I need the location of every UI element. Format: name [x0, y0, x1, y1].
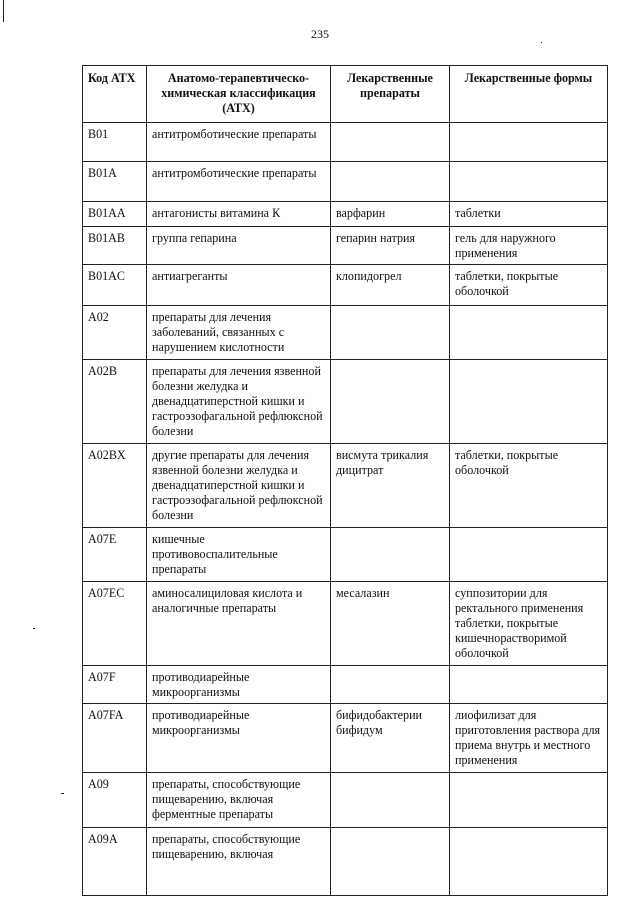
table-row — [83, 265, 608, 306]
cell-drug: гепарин натрия — [331, 227, 450, 265]
cell-drug: месалазин — [331, 582, 450, 666]
cell-form — [450, 773, 608, 828]
cell-code: B01AA — [83, 202, 147, 227]
cell-form — [450, 666, 608, 704]
scan-speck — [33, 628, 35, 629]
cell-drug — [331, 773, 450, 828]
cell-code: A02BX — [83, 444, 147, 528]
cell-classification: препараты, способствующие пищеварению, включая — [147, 828, 331, 896]
cell-drug — [331, 306, 450, 360]
table-row — [83, 444, 608, 528]
cell-drug — [331, 528, 450, 582]
cell-form: таблетки — [450, 202, 608, 227]
table-header-row — [83, 66, 608, 123]
cell-classification: группа гепарина — [147, 227, 331, 265]
header-atx-classification: Анатомо-терапевтическо-химическая классификация (АТХ) — [147, 66, 331, 123]
header-dosage-forms: Лекарственные формы — [450, 66, 608, 123]
cell-form — [450, 306, 608, 360]
cell-drug: варфарин — [331, 202, 450, 227]
scan-speck — [541, 42, 542, 43]
cell-form — [450, 360, 608, 444]
cell-code: A09 — [83, 773, 147, 828]
table-row — [83, 773, 608, 828]
cell-classification: препараты для лечения язвенной болезни желудка и двенадцатиперстной кишки и гастроэзофагальной рефлюксной болезни — [147, 360, 331, 444]
cell-form — [450, 828, 608, 896]
table-row — [83, 227, 608, 265]
cell-form — [450, 528, 608, 582]
cell-form: гель для наружного применения — [450, 227, 608, 265]
cell-classification: препараты для лечения заболеваний, связанных с нарушением кислотности — [147, 306, 331, 360]
cell-classification: аминосалициловая кислота и аналогичные препараты — [147, 582, 331, 666]
cell-form: суппозитории для ректального применения таблетки, покрытые кишечнорастворимой оболочкой — [450, 582, 608, 666]
table-row — [83, 528, 608, 582]
table-row — [83, 582, 608, 666]
cell-drug: бифидобактерии бифидум — [331, 704, 450, 773]
cell-drug — [331, 828, 450, 896]
header-atx-code: Код АТХ — [83, 66, 147, 123]
cell-classification: противодиарейные микроорганизмы — [147, 704, 331, 773]
scan-edge-mark — [3, 0, 4, 22]
cell-drug — [331, 162, 450, 202]
cell-code: A02 — [83, 306, 147, 360]
table-row — [83, 704, 608, 773]
cell-form: таблетки, покрытые оболочкой — [450, 444, 608, 528]
cell-classification: антиагреганты — [147, 265, 331, 306]
cell-classification: препараты, способствующие пищеварению, включая ферментные препараты — [147, 773, 331, 828]
cell-code: A07E — [83, 528, 147, 582]
cell-form: таблетки, покрытые оболочкой — [450, 265, 608, 306]
cell-drug — [331, 123, 450, 162]
cell-drug — [331, 360, 450, 444]
cell-form — [450, 162, 608, 202]
cell-code: B01A — [83, 162, 147, 202]
cell-drug: клопидогрел — [331, 265, 450, 306]
cell-code: B01AC — [83, 265, 147, 306]
cell-code: A07F — [83, 666, 147, 704]
table-row — [83, 202, 608, 227]
cell-classification: антитромботические препараты — [147, 162, 331, 202]
cell-classification: кишечные противовоспалительные препараты — [147, 528, 331, 582]
cell-classification: антитромботические препараты — [147, 123, 331, 162]
table-row — [83, 123, 608, 162]
cell-classification: другие препараты для лечения язвенной болезни желудка и двенадцатиперстной кишки и гастроэзофагальной рефлюксной болезни — [147, 444, 331, 528]
header-drugs: Лекарственные препараты — [331, 66, 450, 123]
table-row — [83, 306, 608, 360]
cell-code: A02B — [83, 360, 147, 444]
cell-code: A07EC — [83, 582, 147, 666]
cell-form — [450, 123, 608, 162]
table-row — [83, 162, 608, 202]
cell-code: B01AB — [83, 227, 147, 265]
cell-code: A09A — [83, 828, 147, 896]
atx-classification-table — [82, 65, 608, 896]
table-row — [83, 666, 608, 704]
page-number: 235 — [311, 27, 329, 41]
table-row — [83, 828, 608, 896]
cell-code: B01 — [83, 123, 147, 162]
table-row — [83, 360, 608, 444]
cell-drug: висмута трикалия дицитрат — [331, 444, 450, 528]
cell-form: лиофилизат для приготовления раствора для приема внутрь и местного применения — [450, 704, 608, 773]
scan-speck — [61, 793, 64, 794]
cell-code: A07FA — [83, 704, 147, 773]
cell-drug — [331, 666, 450, 704]
cell-classification: противодиарейные микроорганизмы — [147, 666, 331, 704]
cell-classification: антагонисты витамина К — [147, 202, 331, 227]
